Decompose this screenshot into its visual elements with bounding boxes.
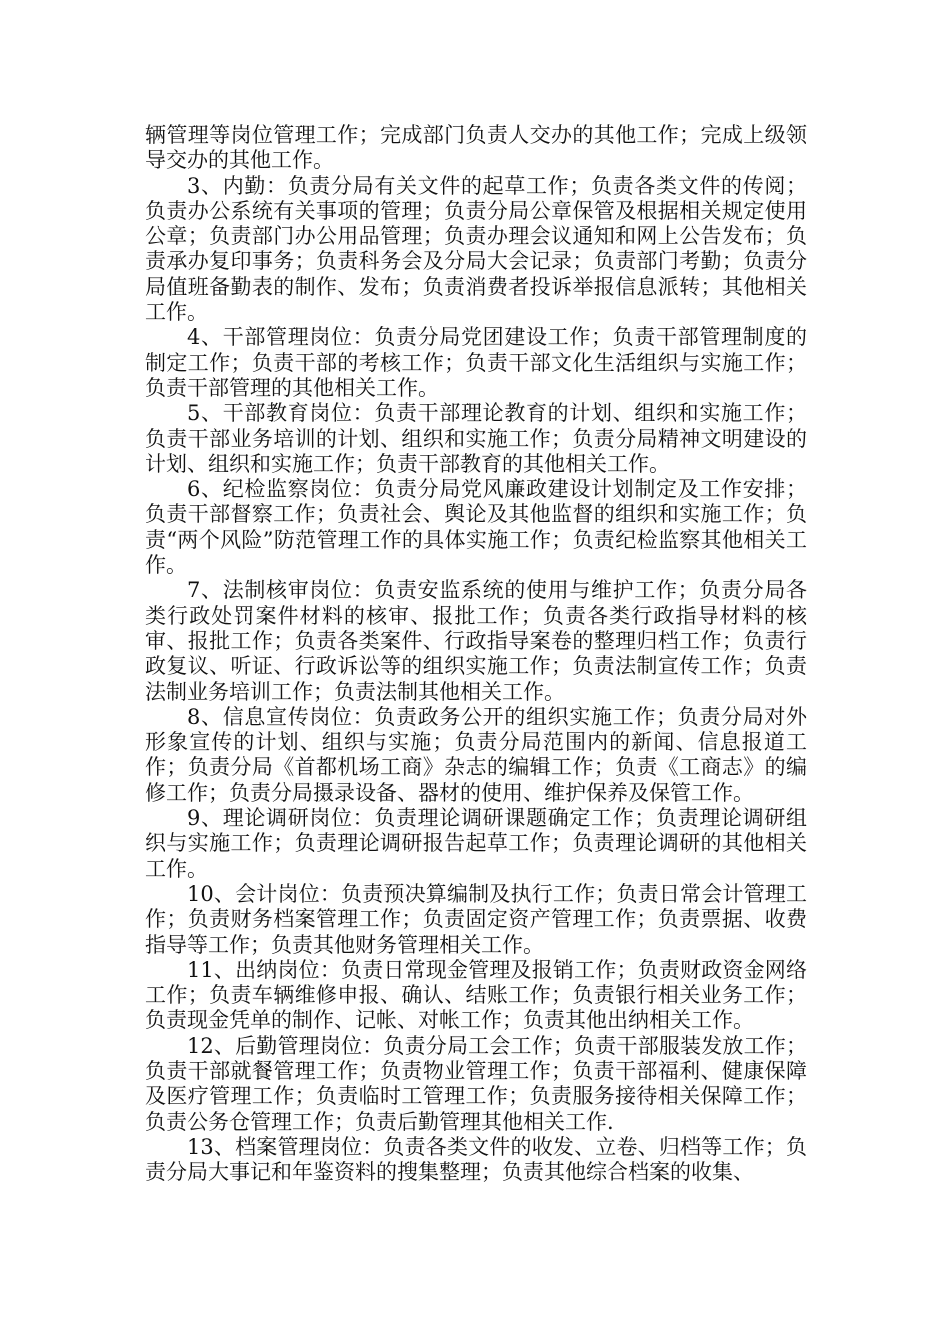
paragraph-item-8: 8、信息宣传岗位：负责政务公开的组织实施工作；负责分局对外形象宣传的计划、组织与实施；负责分局范围内的新闻、信息报道工作；负责分局《首都机场工商》杂志的编辑工作；负责《工商志》的编修工作；负责分局摄录设备、器材的使用、维护保养及保管工作。 (145, 704, 807, 805)
paragraph-item-11: 11、出纳岗位：负责日常现金管理及报销工作；负责财政资金网络工作；负责车辆维修申报、确认、结账工作；负责银行相关业务工作；负责现金凭单的制作、记帐、对帐工作；负责其他出纳相关工作。 (145, 957, 807, 1033)
paragraph-item-3: 3、内勤：负责分局有关文件的起草工作；负责各类文件的传阅；负责办公系统有关事项的管理；负责分局公章保管及根据相关规定使用公章；负责部门办公用品管理；负责办理会议通知和网上公告发布；负责承办复印事务；负责科务会及分局大会记录；负责部门考勤；负责分局值班备勤表的制作、发布；负责消费者投诉举报信息派转；其他相关工作。 (145, 173, 807, 325)
paragraph-item-5: 5、干部教育岗位：负责干部理论教育的计划、组织和实施工作；负责干部业务培训的计划、组织和实施工作；负责分局精神文明建设的计划、组织和实施工作；负责干部教育的其他相关工作。 (145, 401, 807, 476)
paragraph-item-9: 9、理论调研岗位：负责理论调研课题确定工作；负责理论调研组织与实施工作；负责理论调研报告起草工作；负责理论调研的其他相关工作。 (145, 806, 807, 881)
paragraph-item-13: 13、档案管理岗位：负责各类文件的收发、立卷、归档等工作；负责分局大事记和年鉴资料的搜集整理；负责其他综合档案的收集、 (145, 1134, 807, 1185)
document-body (145, 123, 807, 1185)
paragraph-item-6: 6、纪检监察岗位：负责分局党风廉政建设计划制定及工作安排；负责干部督察工作；负责社会、舆论及其他监督的组织和实施工作；负责“两个风险”防范管理工作的具体实施工作；负责纪检监察其他相关工作。 (145, 477, 807, 578)
paragraph-item-10: 10、会计岗位：负责预决算编制及执行工作；负责日常会计管理工作；负责财务档案管理工作；负责固定资产管理工作；负责票据、收费指导等工作；负责其他财务管理相关工作。 (145, 881, 807, 957)
paragraph-item-7: 7、法制核审岗位：负责安监系统的使用与维护工作；负责分局各类行政处罚案件材料的核审、报批工作；负责各类行政指导材料的核审、报批工作；负责各类案件、行政指导案卷的整理归档工作；负责行政复议、听证、行政诉讼等的组织实施工作；负责法制宣传工作；负责法制业务培训工作；负责法制其他相关工作。 (145, 578, 807, 704)
paragraph-item-12: 12、后勤管理岗位：负责分局工会工作；负责干部服装发放工作；负责干部就餐管理工作；负责物业管理工作；负责干部福利、健康保障及医疗管理工作；负责临时工管理工作；负责服务接待相关保障工作；负责公务仓管理工作；负责后勤管理其他相关工作. (145, 1033, 807, 1134)
paragraph-item-4: 4、干部管理岗位：负责分局党团建设工作；负责干部管理制度的制定工作；负责干部的考核工作；负责干部文化生活组织与实施工作；负责干部管理的其他相关工作。 (145, 325, 807, 400)
paragraph-continuation: 辆管理等岗位管理工作；完成部门负责人交办的其他工作；完成上级领导交办的其他工作。 (145, 123, 807, 173)
